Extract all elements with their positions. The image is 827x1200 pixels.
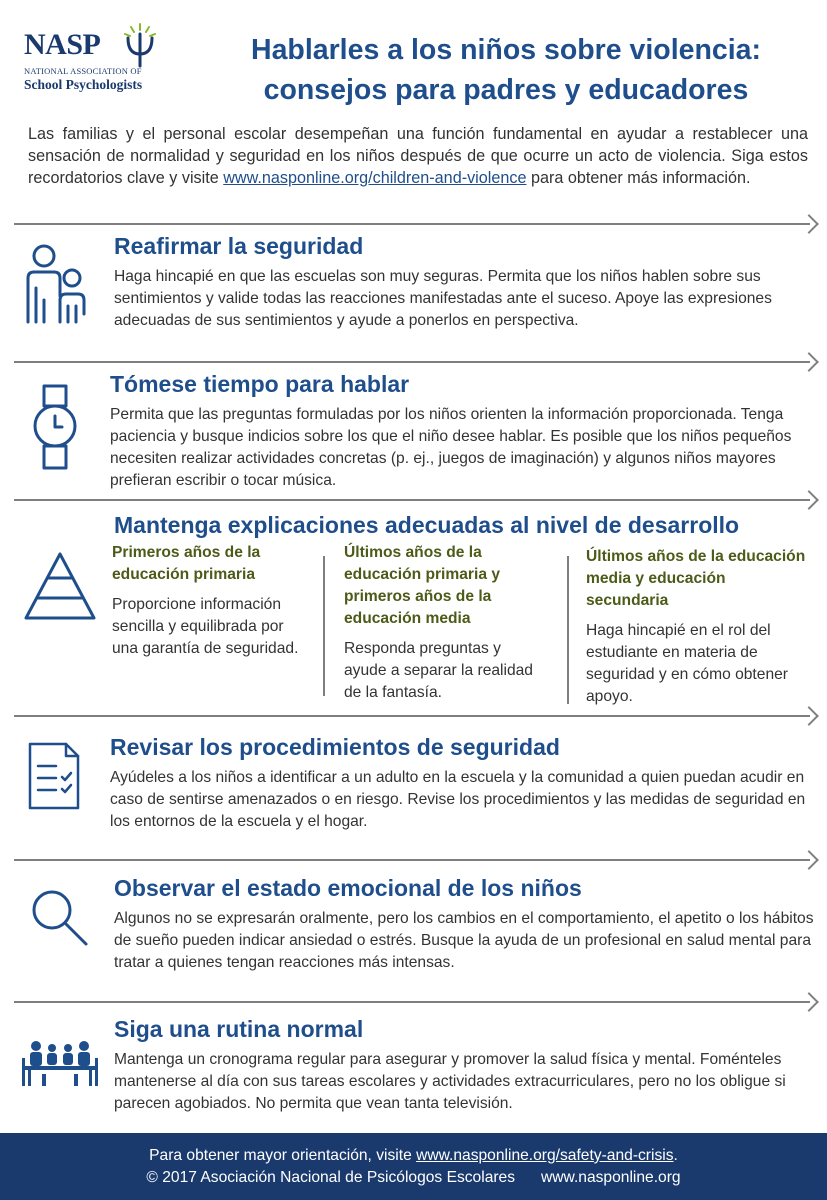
section-body: Mantenga un cronograma regular para asegurar y promover la salud física y mental. Foménteles mantenerse al día con sus tareas escolares y actividades extracurriculares, pero no los obligue si parecen agobiados. No permita que vean tanta televisión. [114, 1051, 786, 1112]
divider-arrow [14, 709, 820, 723]
pyramid-icon [22, 550, 98, 622]
intro-paragraph [28, 123, 808, 189]
logo-subtitle-top: NATIONAL ASSOCIATION OF [24, 66, 142, 76]
section-title: Reafirmar la seguridad [114, 233, 364, 259]
section-title: Tómese tiempo para hablar [110, 371, 410, 397]
column-secondary [586, 546, 812, 708]
nasp-logo [24, 28, 174, 93]
column-divider [323, 556, 325, 696]
footer-suffix: . [673, 1147, 678, 1164]
logo-subtitle-bottom: School Psychologists [24, 77, 143, 92]
section-body: Ayúdeles a los niños a identificar a un adulto en la escuela y la comunidad a quien puedan acudir en caso de sentirse amenazados o en riesgo. Revise los procedimientos y las medidas de seguridad en los entornos de la escuela y el hogar. [110, 769, 806, 830]
safety-crisis-link[interactable]: www.nasponline.org/safety-and-crisis [416, 1147, 674, 1164]
watch-icon [30, 380, 80, 476]
header [0, 0, 827, 120]
title-line-2: consejos para padres y educadores [263, 74, 749, 106]
section-title: Mantenga explicaciones adecuadas al nivel de desarrollo [114, 512, 740, 538]
children-violence-link[interactable]: www.nasponline.org/children-and-violence [223, 169, 527, 187]
checklist-icon [26, 740, 82, 812]
divider-arrow [14, 995, 820, 1009]
section-title: Observar el estado emocional de los niños [114, 875, 582, 901]
magnifier-icon [28, 886, 92, 950]
section-body: Permita que las preguntas formuladas por los niños orienten la información proporcionada. Tenga paciencia y busque indicios sobre los que el niño desee hablar. Es posible que los niños pequeños necesiten realizar actividades concretas (p. ej., juegos de imaginación) y algunos niños mayores prefieran escribir o tocar música. [110, 406, 792, 489]
column-title: Últimos años de la educación media y educación secundaria [586, 548, 806, 609]
footer-line-1 [0, 1145, 827, 1167]
intro-text: Las familias y el personal escolar desempeñan una función fundamental en ayudar a restablecer una sensación de normalidad y seguridad en los niños después de que ocurre un acto de violencia. Siga estos recordatorios clave y visite [28, 125, 808, 187]
column-early-primary [112, 542, 312, 660]
intro-after: para obtener más información. [530, 169, 751, 187]
page-title [196, 30, 816, 110]
column-divider [567, 556, 569, 704]
divider-arrow [14, 493, 820, 507]
footer-prefix: Para obtener mayor orientación, visite [149, 1147, 412, 1164]
section-title: Siga una rutina normal [114, 1016, 364, 1042]
column-title: Últimos años de la educación primaria y primeros años de la educación media [344, 544, 500, 627]
column-late-primary [344, 542, 540, 704]
divider-arrow [14, 355, 820, 369]
adult-child-icon [22, 244, 92, 334]
section-title: Revisar los procedimientos de seguridad [110, 734, 560, 760]
family-table-icon [20, 1038, 100, 1090]
column-body: Proporcione información sencilla y equilibrada por una garantía de seguridad. [112, 596, 299, 657]
psi-tree-icon [120, 22, 160, 68]
column-body: Haga hincapié en el rol del estudiante en materia de seguridad y en cómo obtener apoyo. [586, 622, 788, 705]
column-title: Primeros años de la educación primaria [112, 544, 261, 583]
divider-arrow [14, 853, 820, 867]
section-body: Algunos no se expresarán oralmente, pero los cambios en el comportamiento, el apetito o los hábitos de sueño pueden indicar ansiedad o estrés. Busque la ayuda de un profesional en salud mental para tratar a quienes tengan reacciones más intensas. [114, 910, 814, 971]
footer-line-2: © 2017 Asociación Nacional de Psicólogos Escolares www.nasponline.org [146, 1169, 681, 1186]
divider-arrow [14, 217, 820, 231]
logo-wordmark: NASP [24, 28, 101, 61]
section-body: Haga hincapié en que las escuelas son muy seguras. Permita que los niños hablen sobre sus sentimientos y valide todas las reacciones manifestadas ante el suceso. Apoye las expresiones adecuadas de sus sentimientos y ayude a ponerlos en perspectiva. [114, 268, 772, 329]
column-body: Responda preguntas y ayude a separar la realidad de la fantasía. [344, 640, 533, 701]
title-line-1: Hablarles a los niños sobre violencia: [250, 34, 761, 66]
footer [0, 1133, 827, 1200]
